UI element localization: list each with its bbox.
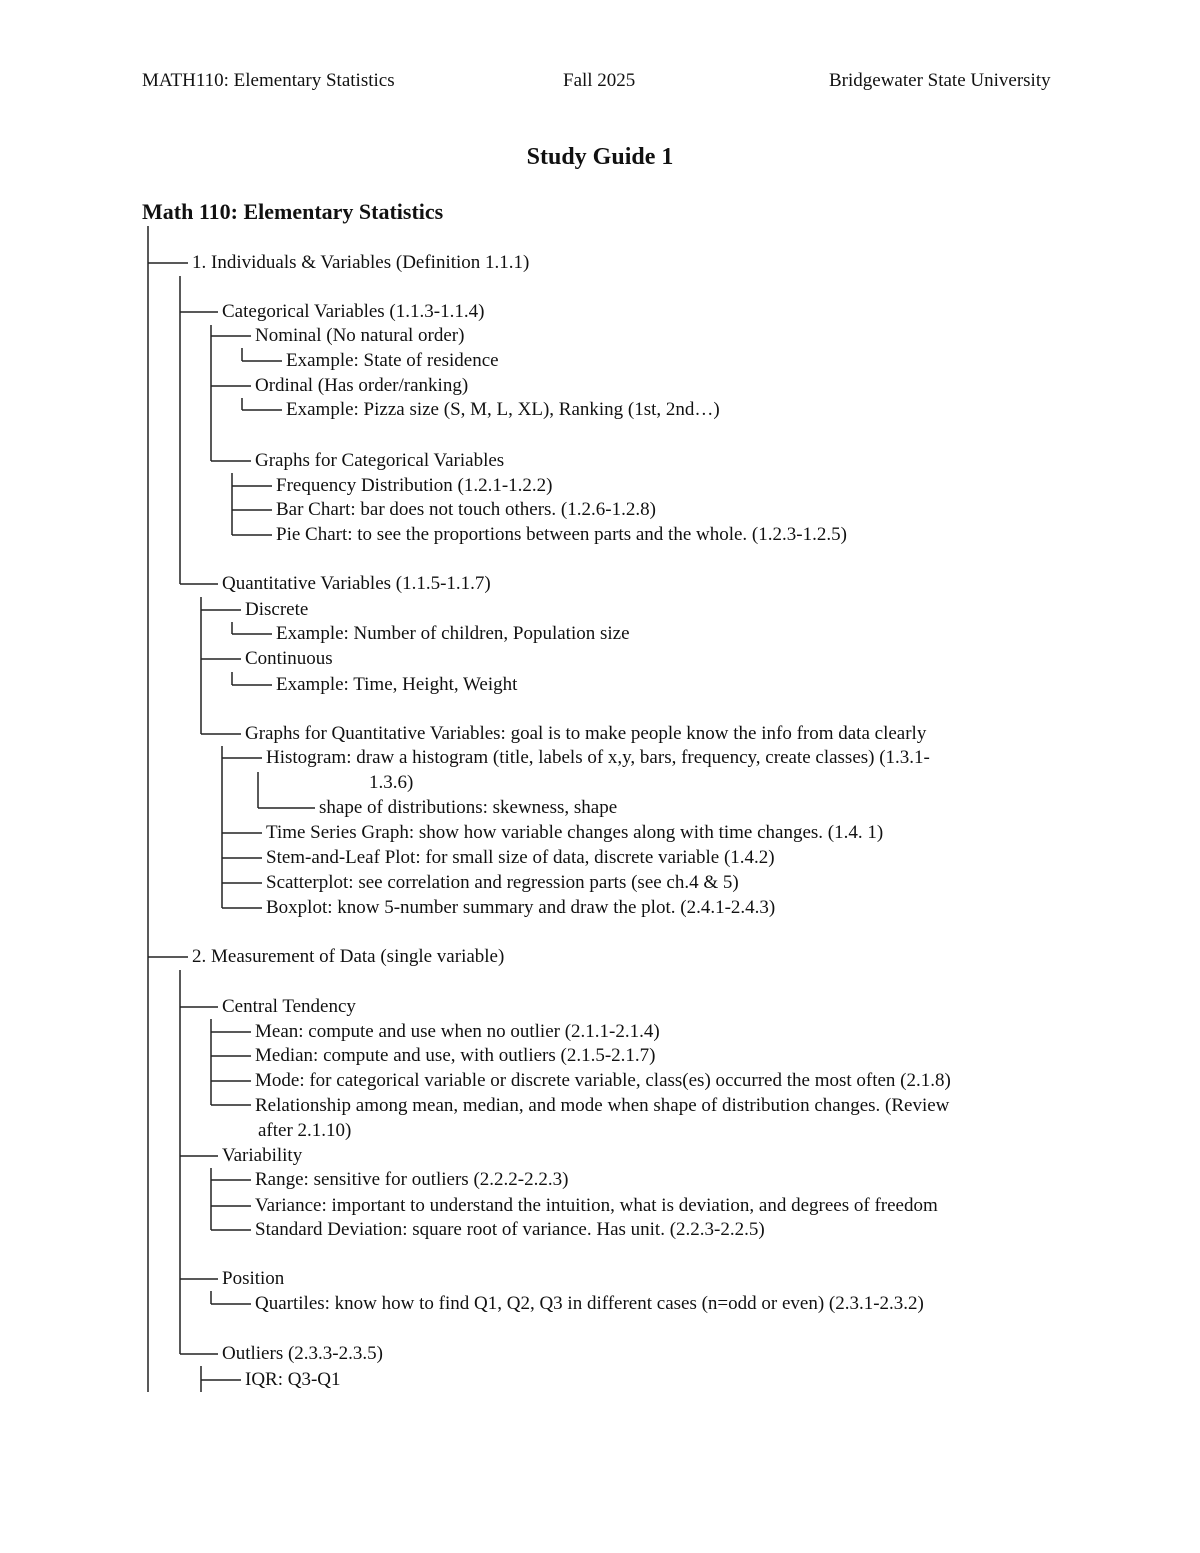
header-term: Fall 2025 bbox=[563, 70, 636, 91]
range-item: Range: sensitive for outliers (2.2.2-2.2.3) bbox=[255, 1169, 569, 1190]
ordinal-item: Ordinal (Has order/ranking) bbox=[255, 375, 469, 396]
variability-item: Variability bbox=[222, 1145, 303, 1166]
page-subtitle: Math 110: Elementary Statistics bbox=[142, 199, 444, 224]
quartiles-item: Quartiles: know how to find Q1, Q2, Q3 in different cases (n=odd or even) (2.3.1-2.3.2) bbox=[255, 1293, 924, 1314]
stem-and-leaf-item: Stem-and-Leaf Plot: for small size of data, discrete variable (1.4.2) bbox=[266, 847, 775, 868]
graphs-quantitative-item: Graphs for Quantitative Variables: goal is to make people know the info from data clearly bbox=[245, 723, 927, 744]
standard-deviation-item: Standard Deviation: square root of variance. Has unit. (2.2.3-2.2.5) bbox=[255, 1219, 765, 1240]
position-item: Position bbox=[222, 1268, 285, 1289]
nominal-item: Nominal (No natural order) bbox=[255, 325, 465, 346]
discrete-item: Discrete bbox=[245, 599, 309, 620]
ordinal-example: Example: Pizza size (S, M, L, XL), Ranking (1st, 2nd…) bbox=[286, 399, 720, 420]
median-item: Median: compute and use, with outliers (2.1.5-2.1.7) bbox=[255, 1045, 656, 1066]
continuous-item: Continuous bbox=[245, 648, 333, 669]
iqr-item: IQR: Q3-Q1 bbox=[245, 1369, 341, 1390]
pie-chart-item: Pie Chart: to see the proportions between parts and the whole. (1.2.3-1.2.5) bbox=[276, 524, 847, 545]
variance-item: Variance: important to understand the intuition, what is deviation, and degrees of freedom bbox=[255, 1195, 938, 1216]
header-course: MATH110: Elementary Statistics bbox=[142, 70, 395, 91]
frequency-distribution-item: Frequency Distribution (1.2.1-1.2.2) bbox=[276, 475, 553, 496]
page-title: Study Guide 1 bbox=[526, 144, 674, 170]
scatterplot-item: Scatterplot: see correlation and regression parts (see ch.4 & 5) bbox=[266, 872, 739, 893]
quantitative-variables-item: Quantitative Variables (1.1.5-1.1.7) bbox=[222, 573, 491, 594]
shape-of-distributions-item: shape of distributions: skewness, shape bbox=[319, 797, 618, 818]
bar-chart-item: Bar Chart: bar does not touch others. (1.2.6-1.2.8) bbox=[276, 499, 656, 520]
boxplot-item: Boxplot: know 5-number summary and draw the plot. (2.4.1-2.4.3) bbox=[266, 897, 776, 918]
outliers-item: Outliers (2.3.3-2.3.5) bbox=[222, 1343, 383, 1364]
relationship-item-cont: after 2.1.10) bbox=[258, 1120, 352, 1141]
continuous-example: Example: Time, Height, Weight bbox=[276, 674, 518, 695]
categorical-variables-item: Categorical Variables (1.1.3-1.1.4) bbox=[222, 301, 485, 322]
relationship-item: Relationship among mean, median, and mode when shape of distribution changes. (Review bbox=[255, 1095, 950, 1116]
mode-item: Mode: for categorical variable or discrete variable, class(es) occurred the most often (2.1.8) bbox=[255, 1070, 951, 1091]
header-school: Bridgewater State University bbox=[829, 70, 1051, 91]
discrete-example: Example: Number of children, Population size bbox=[276, 623, 630, 644]
section-1-heading: 1. Individuals & Variables (Definition 1.1.1) bbox=[192, 252, 530, 273]
central-tendency-item: Central Tendency bbox=[222, 996, 356, 1017]
time-series-item: Time Series Graph: show how variable changes along with time changes. (1.4. 1) bbox=[266, 822, 884, 843]
histogram-item: Histogram: draw a histogram (title, labels of x,y, bars, frequency, create classes) (1.3.1- bbox=[266, 747, 930, 768]
section-2-heading: 2. Measurement of Data (single variable) bbox=[192, 946, 505, 967]
graphs-categorical-item: Graphs for Categorical Variables bbox=[255, 450, 505, 471]
nominal-example: Example: State of residence bbox=[286, 350, 499, 371]
histogram-item-cont: 1.3.6) bbox=[369, 772, 414, 793]
mean-item: Mean: compute and use when no outlier (2.1.1-2.1.4) bbox=[255, 1021, 660, 1042]
